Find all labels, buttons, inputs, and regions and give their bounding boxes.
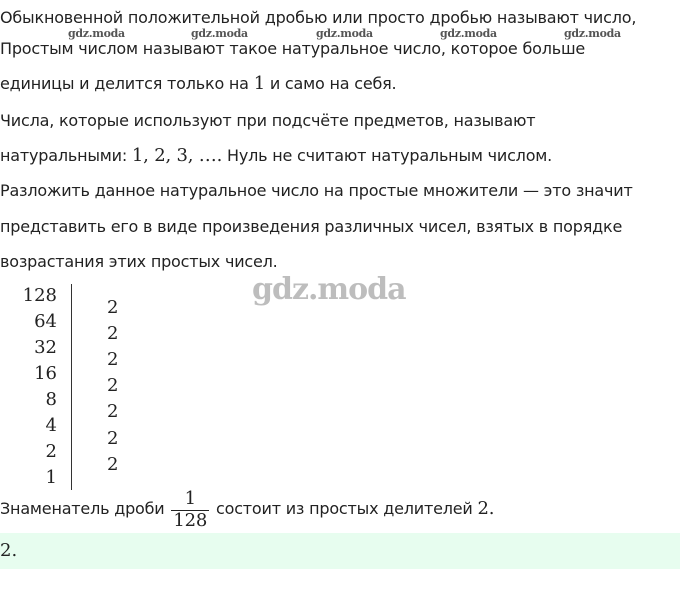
paragraph-line-8: возрастания этих простых чисел. [0,252,278,271]
paragraph-line-1: Обыкновенной положительной дробью или просто дробью называют число, [0,8,637,27]
factor-number: 4 [45,415,57,436]
conclusion-math: 2. [477,498,495,519]
factor-number: 32 [34,337,57,358]
factor-number: 2 [45,441,57,462]
watermark-small-3: gdz.moda [316,27,373,40]
fraction [171,488,209,531]
factor-number: 128 [22,285,57,306]
paragraph-line-7: представить его в виде произведения различных чисел, взятых в порядке [0,217,623,236]
factor-number: 16 [34,363,57,384]
paragraph-line-6: Разложить данное натуральное число на простые множители — это значит [0,181,633,200]
line3-text-post: и само на себя. [264,74,397,93]
factor-number: 8 [45,389,57,410]
factor-divisor: 2 [107,349,119,370]
factor-divisor: 2 [107,401,119,422]
factorization-divider [71,284,72,490]
factor-divisor: 2 [107,323,119,344]
conclusion-line [0,487,494,531]
factor-number: 1 [45,467,57,488]
factor-divisor: 2 [107,297,119,318]
factor-divisor: 2 [107,428,119,449]
answer-value: 2. [0,540,18,561]
factor-number: 64 [34,311,57,332]
watermark-small-4: gdz.moda [440,27,497,40]
paragraph-line-4: Числа, которые используют при подсчёте предметов, называют [0,111,536,130]
conclusion-text-pre: Знаменатель дроби [0,499,170,518]
factor-divisor: 2 [107,375,119,396]
watermark-small-5: gdz.moda [564,27,621,40]
watermark-small-1: gdz.moda [68,27,125,40]
line3-math: 1 [253,73,265,94]
answer-box [0,533,680,569]
line5-text-pre: натуральными: [0,146,132,165]
line5-math: 1, 2, 3, …. [131,145,223,166]
watermark-small-2: gdz.moda [191,27,248,40]
line3-text-pre: единицы и делится только на [0,74,254,93]
watermark-big: gdz.moda [252,272,406,307]
paragraph-line-5 [0,146,552,166]
paragraph-line-3 [0,74,396,94]
conclusion-text-post: состоит из простых делителей [211,499,478,518]
fraction-numerator: 1 [184,488,196,509]
factor-divisor: 2 [107,454,119,475]
paragraph-line-2: Простым числом называют такое натуральное число, которое больше [0,39,586,58]
line5-text-post: Нуль не считают натуральным числом. [222,146,553,165]
fraction-denominator: 128 [173,510,208,531]
